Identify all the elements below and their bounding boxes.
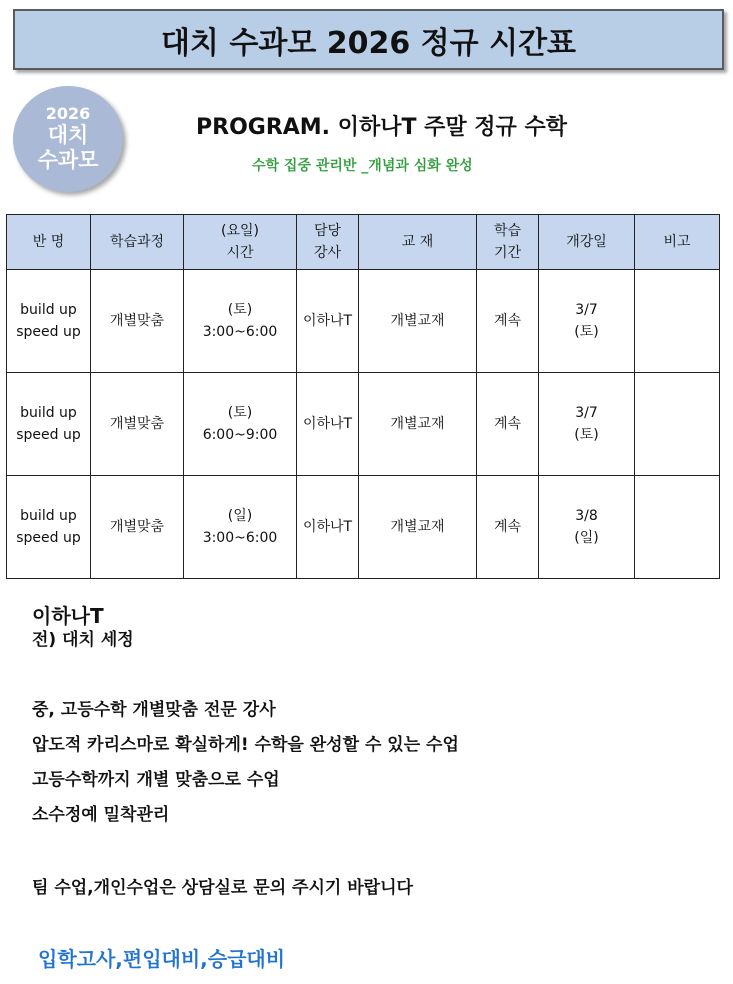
page-title: 대치 수과모 2026 정규 시간표: [160, 25, 577, 61]
cell-class-name: build up speed up: [7, 476, 91, 579]
cell-note: [635, 476, 720, 579]
header-period: 학습 기간: [477, 215, 539, 270]
description-item: 중, 고등수학 개별맞춤 전문 강사: [32, 700, 276, 720]
description-item: 소수정예 밀착관리: [32, 805, 170, 825]
description-item: 고등수학까지 개별 맞춤으로 수업: [32, 770, 280, 790]
schedule-table: [6, 214, 720, 579]
header-textbook: 교 재: [359, 215, 477, 270]
cell-class-name: build up speed up: [7, 373, 91, 476]
cell-teacher: 이하나T: [297, 270, 359, 373]
footer-tagline: 입학고사,편입대비,승급대비: [38, 947, 286, 971]
cell-textbook: 개별교재: [359, 476, 477, 579]
header-class-name: 반 명: [7, 215, 91, 270]
teacher-previous: 전) 대치 세정: [32, 630, 134, 650]
page-title-banner: [13, 9, 724, 70]
cell-teacher: 이하나T: [297, 476, 359, 579]
program-subtitle: 수학 집중 관리반 _개념과 심화 완성: [252, 158, 473, 174]
cell-day-time: (일) 3:00~6:00: [184, 476, 297, 579]
program-title: PROGRAM. 이하나T 주말 정규 수학: [196, 115, 567, 140]
header-course: 학습과정: [91, 215, 184, 270]
cell-course: 개별맞춤: [91, 476, 184, 579]
cell-period: 계속: [477, 373, 539, 476]
header-teacher: 담당 강사: [297, 215, 359, 270]
cell-day-time: (토) 3:00~6:00: [184, 270, 297, 373]
cell-start-date: 3/7 (토): [539, 373, 635, 476]
cell-textbook: 개별교재: [359, 270, 477, 373]
badge-line1: 대치: [47, 123, 89, 147]
cell-period: 계속: [477, 270, 539, 373]
table-header-row: [7, 215, 720, 270]
table-row: [7, 270, 720, 373]
cell-period: 계속: [477, 476, 539, 579]
badge-year: 2026: [45, 104, 91, 123]
cell-note: [635, 270, 720, 373]
table-row: [7, 476, 720, 579]
cell-start-date: 3/8 (일): [539, 476, 635, 579]
cell-note: [635, 373, 720, 476]
cell-textbook: 개별교재: [359, 373, 477, 476]
contact-note: 팀 수업,개인수업은 상담실로 문의 주시기 바랍니다: [32, 878, 413, 898]
description-item: 압도적 카리스마로 확실하게! 수학을 완성할 수 있는 수업: [32, 735, 459, 755]
academy-badge: [13, 86, 123, 192]
cell-teacher: 이하나T: [297, 373, 359, 476]
header-day-time: (요일) 시간: [184, 215, 297, 270]
cell-course: 개별맞춤: [91, 270, 184, 373]
teacher-description-list: [32, 697, 459, 837]
teacher-profile: [32, 603, 134, 651]
header-note: 비고: [635, 215, 720, 270]
cell-start-date: 3/7 (토): [539, 270, 635, 373]
cell-day-time: (토) 6:00~9:00: [184, 373, 297, 476]
cell-course: 개별맞춤: [91, 373, 184, 476]
table-row: [7, 373, 720, 476]
cell-class-name: build up speed up: [7, 270, 91, 373]
badge-line2: 수과모: [37, 148, 99, 172]
header-start-date: 개강일: [539, 215, 635, 270]
teacher-name: 이하나T: [32, 604, 104, 628]
